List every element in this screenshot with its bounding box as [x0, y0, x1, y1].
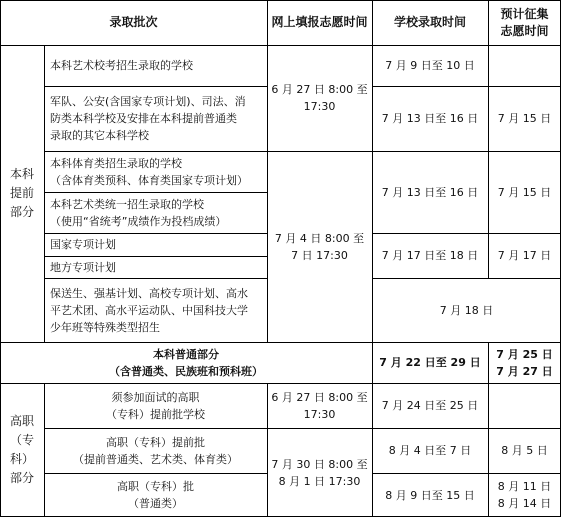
grid-line: [0, 0, 561, 1]
header-batch: 录取批次: [109, 15, 158, 29]
row-voc-interview-school-time: 7 月 24 日至 25 日: [381, 399, 479, 412]
grid-line: [372, 86, 561, 87]
row-guarantee-school-time: 7 月 18 日: [439, 303, 494, 317]
row-voc-interview-batch: 须参加面试的高职 （专科）提前批学校: [106, 390, 205, 421]
row-sports-batch: 本科体育类招生录取的学校 （含体育类预科、体育类国家专项计划）: [50, 156, 248, 187]
row-voc-interview-online-time: 6 月 27 日 8:00 至 17:30: [271, 390, 368, 421]
row-sports-art-school-time: 7 月 13 日至 16 日: [381, 185, 479, 199]
row-special-plans-supplement: 7 月 17 日: [497, 249, 552, 262]
grid-line: [0, 0, 1, 517]
row-special-plans-school-time: 7 月 17 日至 18 日: [381, 249, 479, 262]
grid-line: [44, 278, 267, 279]
row-voc-regular-batch: 高职（专科）批 （普通类）: [117, 480, 194, 510]
section-undergrad-advance: 本科 提前 部分: [9, 167, 34, 219]
header-online-time: 网上填报志愿时间: [271, 15, 368, 29]
grid-line: [44, 233, 267, 234]
row-voc-regular-supplement: 8 月 11 日 8 月 14 日: [497, 480, 552, 510]
row-art-exam-batch: 本科艺术校考招生录取的学校: [50, 59, 193, 72]
grid-line: [0, 342, 561, 343]
grid-line: [44, 383, 45, 517]
header-supplement-time: 预计征集 志愿时间: [500, 6, 549, 38]
grid-line: [44, 473, 267, 474]
row-art-unified-batch: 本科艺术类统一招生录取的学校 （使用“省统考”成绩作为投档成绩）: [50, 197, 227, 228]
grid-line: [372, 233, 561, 234]
row-voc-advance-school-time: 8 月 4 日至 7 日: [388, 444, 472, 457]
grid-line: [44, 86, 267, 87]
row-voc-advance-supplement: 8 月 5 日: [501, 444, 548, 457]
row-military-supplement: 7 月 15 日: [497, 112, 552, 125]
row-art-exam-school-time: 7 月 9 日至 10 日: [385, 59, 475, 72]
grid-line: [267, 0, 268, 342]
row-art-exam-supplement: [488, 45, 561, 86]
grid-line: [267, 383, 268, 517]
grid-line: [44, 428, 561, 429]
grid-line: [488, 342, 489, 517]
section-vocational: 高职 （专 科） 部分: [9, 414, 34, 485]
grid-line: [0, 45, 561, 46]
online-advance-second: 7 月 4 日 8:00 至 7 日 17:30: [274, 231, 365, 262]
section-undergrad-general: 本科普通部分 （含普通类、民族班和预科班）: [109, 347, 263, 378]
row-military-school-time: 7 月 13 日至 16 日: [381, 112, 479, 125]
grid-line: [372, 0, 373, 517]
grid-line: [488, 0, 489, 278]
row-voc-interview-supplement: [488, 383, 561, 428]
row-voc-regular-school-time: 8 月 9 日至 15 日: [385, 488, 475, 502]
grid-line: [372, 278, 561, 279]
row-general-school-time: 7 月 22 日至 29 日: [379, 356, 481, 369]
header-school-time: 学校录取时间: [393, 15, 466, 29]
online-advance-first: 6 月 27 日 8:00 至 17:30: [271, 83, 368, 113]
row-military-batch: 军队、公安(含国家专项计划)、司法、消 防类本科学校及安排在本科提前普通类 录取的其它本科学校: [50, 95, 246, 142]
grid-line: [0, 383, 561, 384]
grid-line: [44, 192, 267, 193]
grid-line: [44, 151, 561, 152]
row-general-supplement: 7 月 25 日 7 月 27 日: [496, 347, 553, 378]
grid-line: [44, 45, 45, 342]
row-guarantee-batch: 保送生、强基计划、高校专项计划、高水 平艺术团、高水平运动队、中国科技大学 少年班等特殊类型招生: [50, 286, 248, 334]
row-local-special-batch: 地方专项计划: [50, 260, 116, 274]
row-sports-art-supplement: 7 月 15 日: [497, 185, 552, 199]
online-vocational-main: 7 月 30 日 8:00 至 8 月 1 日 17:30: [271, 457, 368, 488]
row-voc-advance-batch: 高职（专科）提前批 （提前普通类、艺术类、体育类）: [73, 435, 238, 466]
row-national-special-batch: 国家专项计划: [50, 238, 116, 251]
grid-line: [44, 256, 267, 257]
grid-line: [372, 473, 561, 474]
